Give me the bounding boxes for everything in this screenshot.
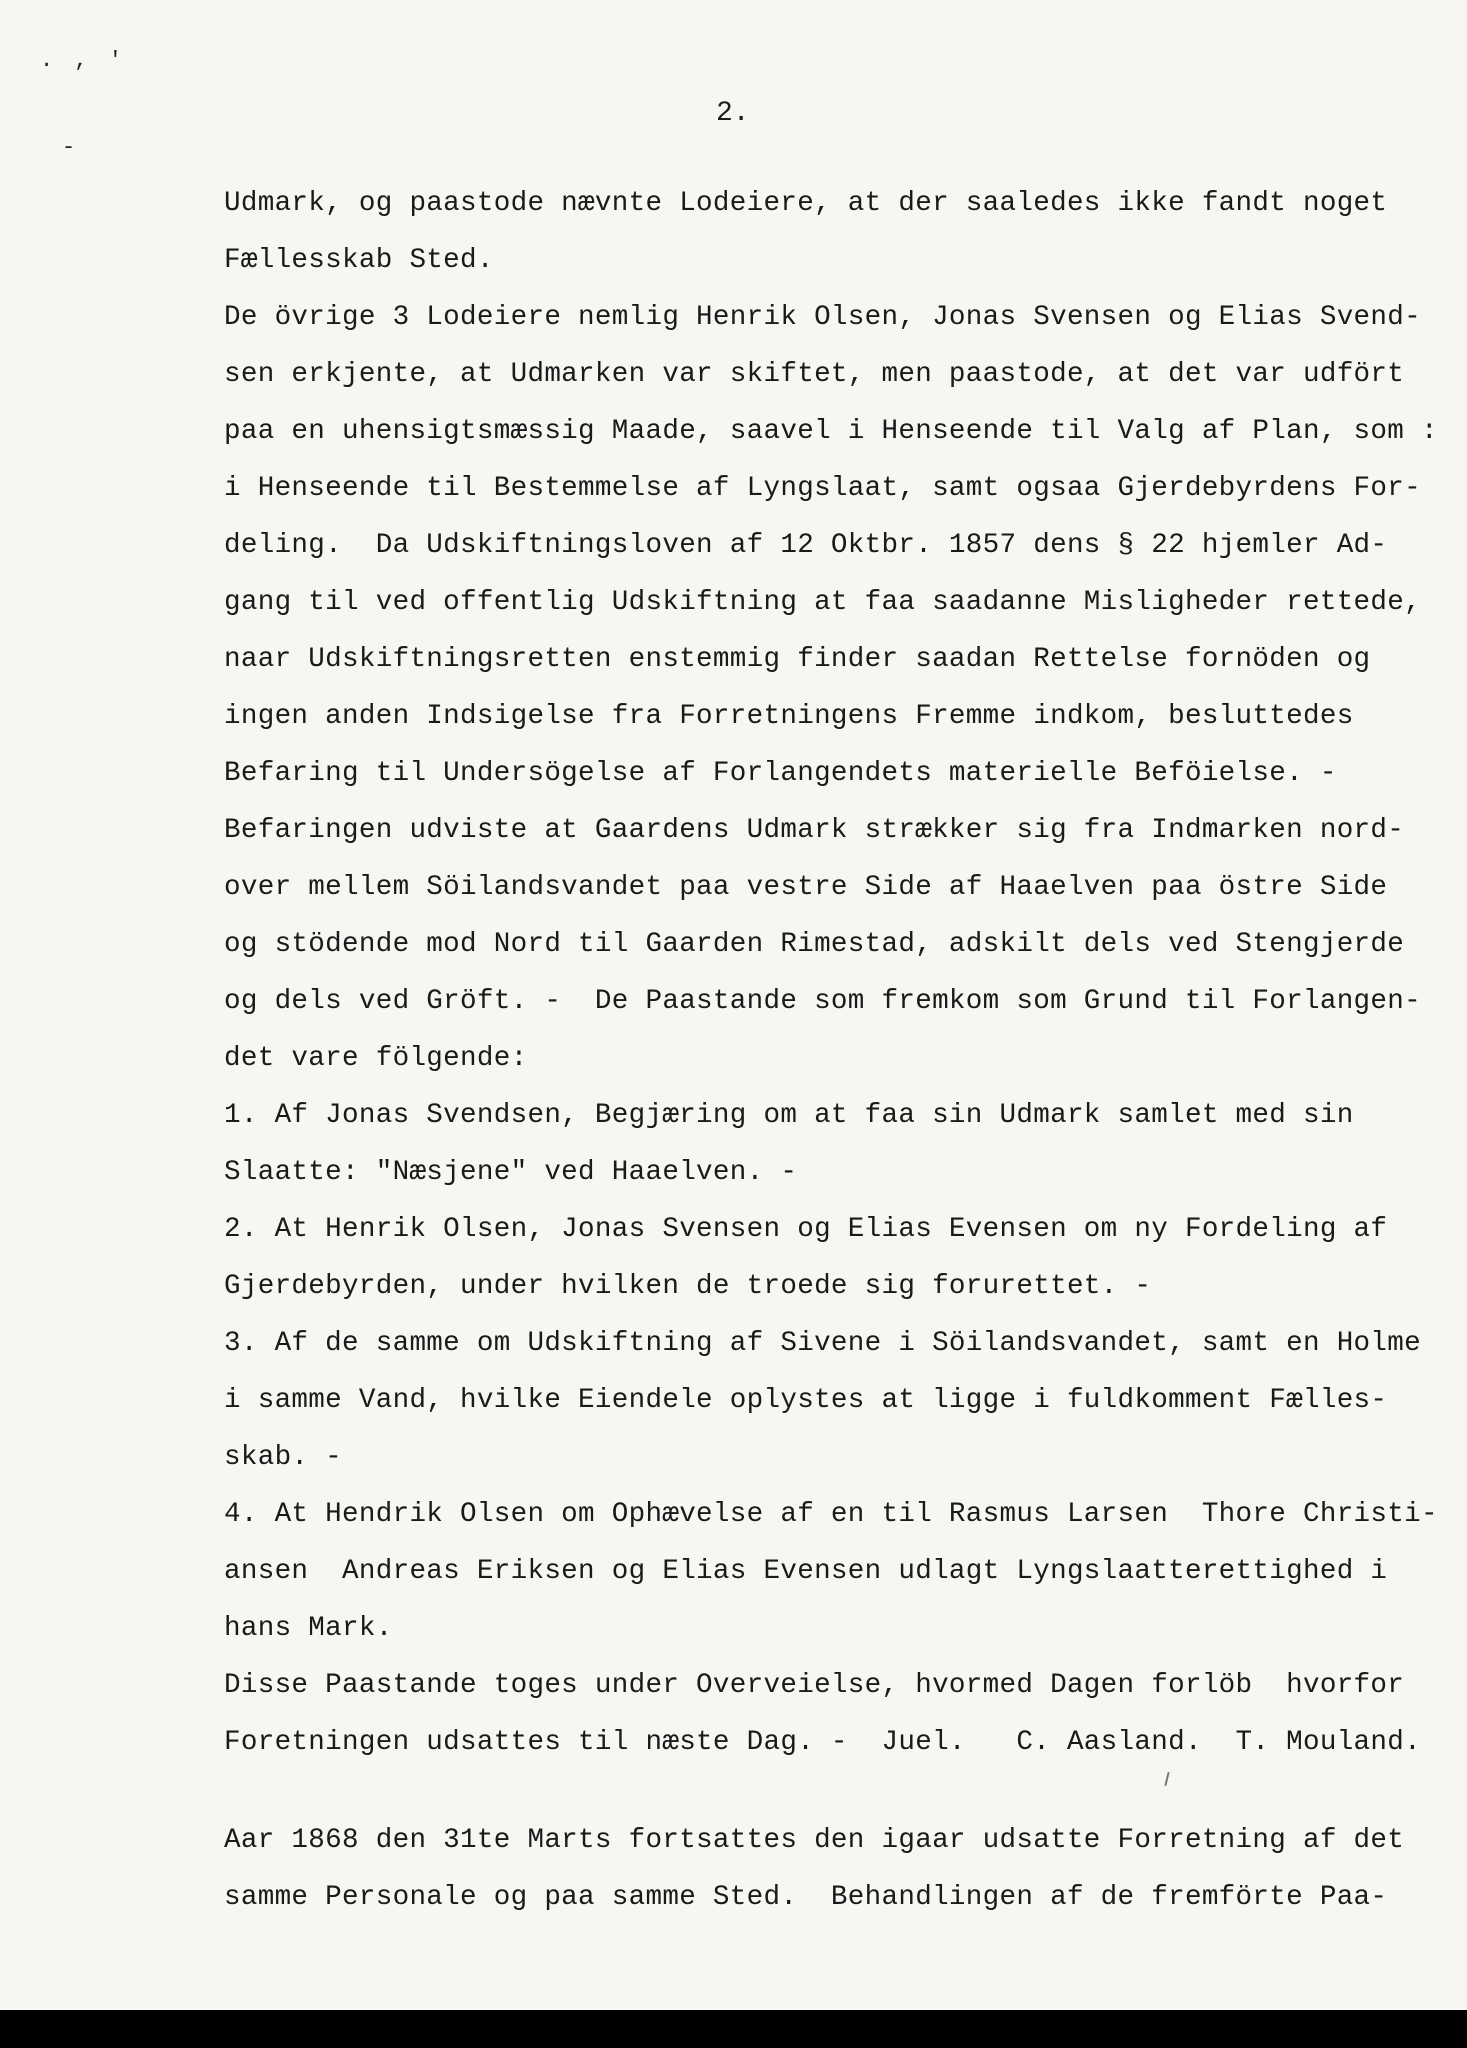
text-line: og stödende mod Nord til Gaarden Rimestad, adskilt dels ved Stengjerde (224, 929, 1405, 960)
text-line: Befaringen udviste at Gaardens Udmark strækker sig fra Indmarken nord- (224, 815, 1405, 846)
text-line: ingen anden Indsigelse fra Forretningens Fremme indkom, besluttedes (224, 701, 1354, 732)
text-line: Udmark, og paastode nævnte Lodeiere, at der saaledes ikke fandt noget (224, 188, 1388, 219)
text-line: 2. At Henrik Olsen, Jonas Svensen og Elias Evensen om ny Fordeling af (224, 1214, 1388, 1245)
corner-mark: - (62, 135, 76, 160)
text-line: i samme Vand, hvilke Eiendele oplystes at ligge i fuldkomment Fælles- (224, 1385, 1388, 1416)
corner-marks: . , ' (40, 48, 127, 73)
text-line: Foretningen udsattes til næste Dag. - Juel. C. Aasland. T. Mouland. (224, 1727, 1421, 1758)
text-line: deling. Da Udskiftningsloven af 12 Oktbr. 1857 dens § 22 hjemler Ad- (224, 530, 1388, 561)
text-line: naar Udskiftningsretten enstemmig finder saadan Rettelse fornöden og (224, 644, 1371, 675)
text-line: De övrige 3 Lodeiere nemlig Henrik Olsen, Jonas Svensen og Elias Svend- (224, 302, 1421, 333)
text-line: og dels ved Gröft. - De Paastande som fremkom som Grund til Forlangen- (224, 986, 1421, 1017)
text-line: Fællesskab Sted. (224, 245, 494, 276)
text-line: 1. Af Jonas Svendsen, Begjæring om at faa sin Udmark samlet med sin (224, 1100, 1354, 1131)
text-line: sen erkjente, at Udmarken var skiftet, men paastode, at det var udfört (224, 359, 1405, 390)
text-line: Befaring til Undersögelse af Forlangendets materielle Beföielse. - (224, 758, 1337, 789)
text-line: 3. Af de samme om Udskiftning af Sivene i Söilandsvandet, samt en Holme (224, 1328, 1421, 1359)
text-line: over mellem Söilandsvandet paa vestre Side af Haaelven paa östre Side (224, 872, 1388, 903)
text-line: Gjerdebyrden, under hvilken de troede sig forurettet. - (224, 1271, 1152, 1302)
text-line: det vare fölgende: (224, 1043, 528, 1074)
text-line: i Henseende til Bestemmelse af Lyngslaat, samt ogsaa Gjerdebyrdens For- (224, 473, 1421, 504)
stray-pen-mark (1164, 1772, 1169, 1786)
text-line: Aar 1868 den 31te Marts fortsattes den igaar udsatte Forretning af det (224, 1825, 1405, 1856)
text-line: Slaatte: "Næsjene" ved Haaelven. - (224, 1157, 798, 1188)
page-number: 2. (716, 98, 750, 129)
text-line: gang til ved offentlig Udskiftning at faa saadanne Misligheder rettede, (224, 587, 1421, 618)
text-line: skab. - (224, 1442, 343, 1473)
text-line: ansen Andreas Eriksen og Elias Evensen udlagt Lyngslaatterettighed i (224, 1556, 1388, 1587)
text-line: Disse Paastande toges under Overveielse, hvormed Dagen forlöb hvorfor (224, 1670, 1405, 1701)
text-line: hans Mark. (224, 1613, 393, 1644)
text-line: samme Personale og paa samme Sted. Behandlingen af de fremförte Paa- (224, 1882, 1388, 1913)
text-line: 4. At Hendrik Olsen om Ophævelse af en til Rasmus Larsen Thore Christi- (224, 1499, 1438, 1530)
text-line: paa en uhensigtsmæssig Maade, saavel i Henseende til Valg af Plan, som : (224, 416, 1438, 447)
